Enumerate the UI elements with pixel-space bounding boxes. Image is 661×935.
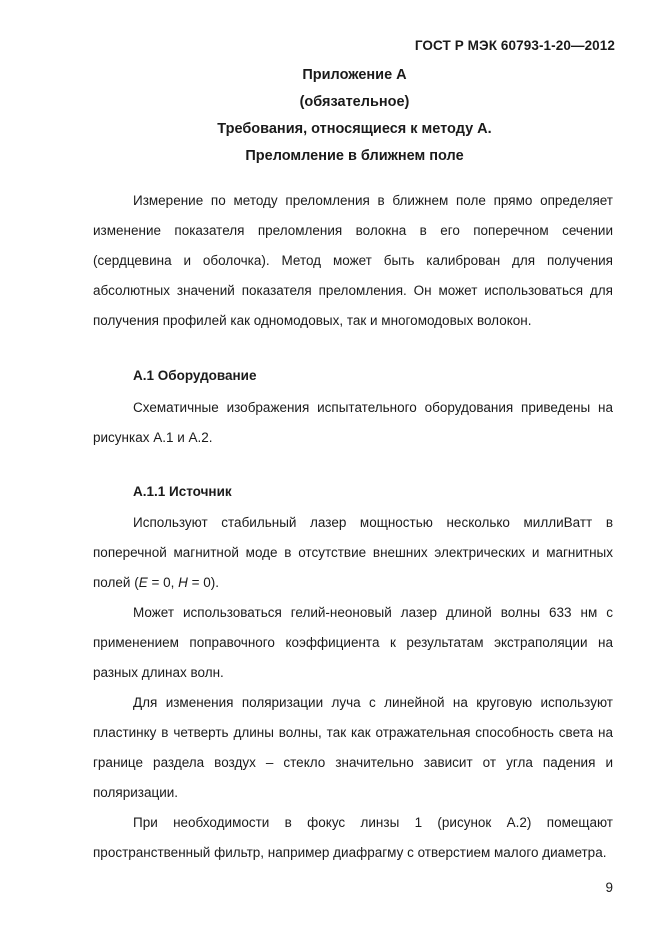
source-laser-end: = 0). [187,575,220,590]
helium-neon-paragraph: Может использоваться гелий-неоновый лазер длиной волны 633 нм с применением поправочного коэффициента к результатам экстраполяции на разных длинах волн. [93,605,613,680]
section-a1-heading: А.1 Оборудование [133,368,257,383]
source-laser-paragraph [93,508,613,598]
page-number: 9 [605,880,613,895]
source-laser-text: Используют стабильный лазер мощностью несколько миллиВатт в поперечной магнитной моде в отсутствие внешних электрических и магнитных полей ( [93,515,613,590]
annex-label: Приложение А [302,67,407,83]
section-a11-heading: А.1.1 Источник [133,484,232,499]
annex-method-name: Преломление в ближнем поле [245,148,464,164]
annex-subject: Требования, относящиеся к методу А. [217,121,492,137]
document-code: ГОСТ Р МЭК 60793-1-20—2012 [414,38,615,53]
polarization-paragraph: Для изменения поляризации луча с линейной на круговую используют пластинку в четверть длины волны, так как отражательная способность света на границе раздела воздух – стекло значительно зависит от угла падения и поляризации. [93,695,613,800]
spatial-filter-paragraph: При необходимости в фокус линзы 1 (рисунок А.2) помещают пространственный фильтр, например диафрагму с отверстием малого диаметра. [93,815,613,860]
intro-section [93,186,613,336]
section-a1-paragraph: Схематичные изображения испытательного оборудования приведены на рисунках А.1 и А.2. [93,400,613,445]
source-laser-mid: = 0, [147,575,179,590]
electric-field-symbol: E [138,575,148,590]
magnetic-field-symbol: H [178,575,188,590]
intro-paragraph: Измерение по методу преломления в ближнем поле прямо определяет изменение показателя преломления волокна в его поперечном сечении (сердцевина и оболочка). Метод может быть калиброван для получения абсолютных значений показателя преломления. Он может использоваться для получения профилей как одномодовых, так и многомодовых волокон. [93,193,613,328]
annex-status: (обязательное) [299,94,410,110]
section-a1-body [93,393,613,453]
section-a11-body [93,508,613,868]
annex-title-block [0,62,661,170]
